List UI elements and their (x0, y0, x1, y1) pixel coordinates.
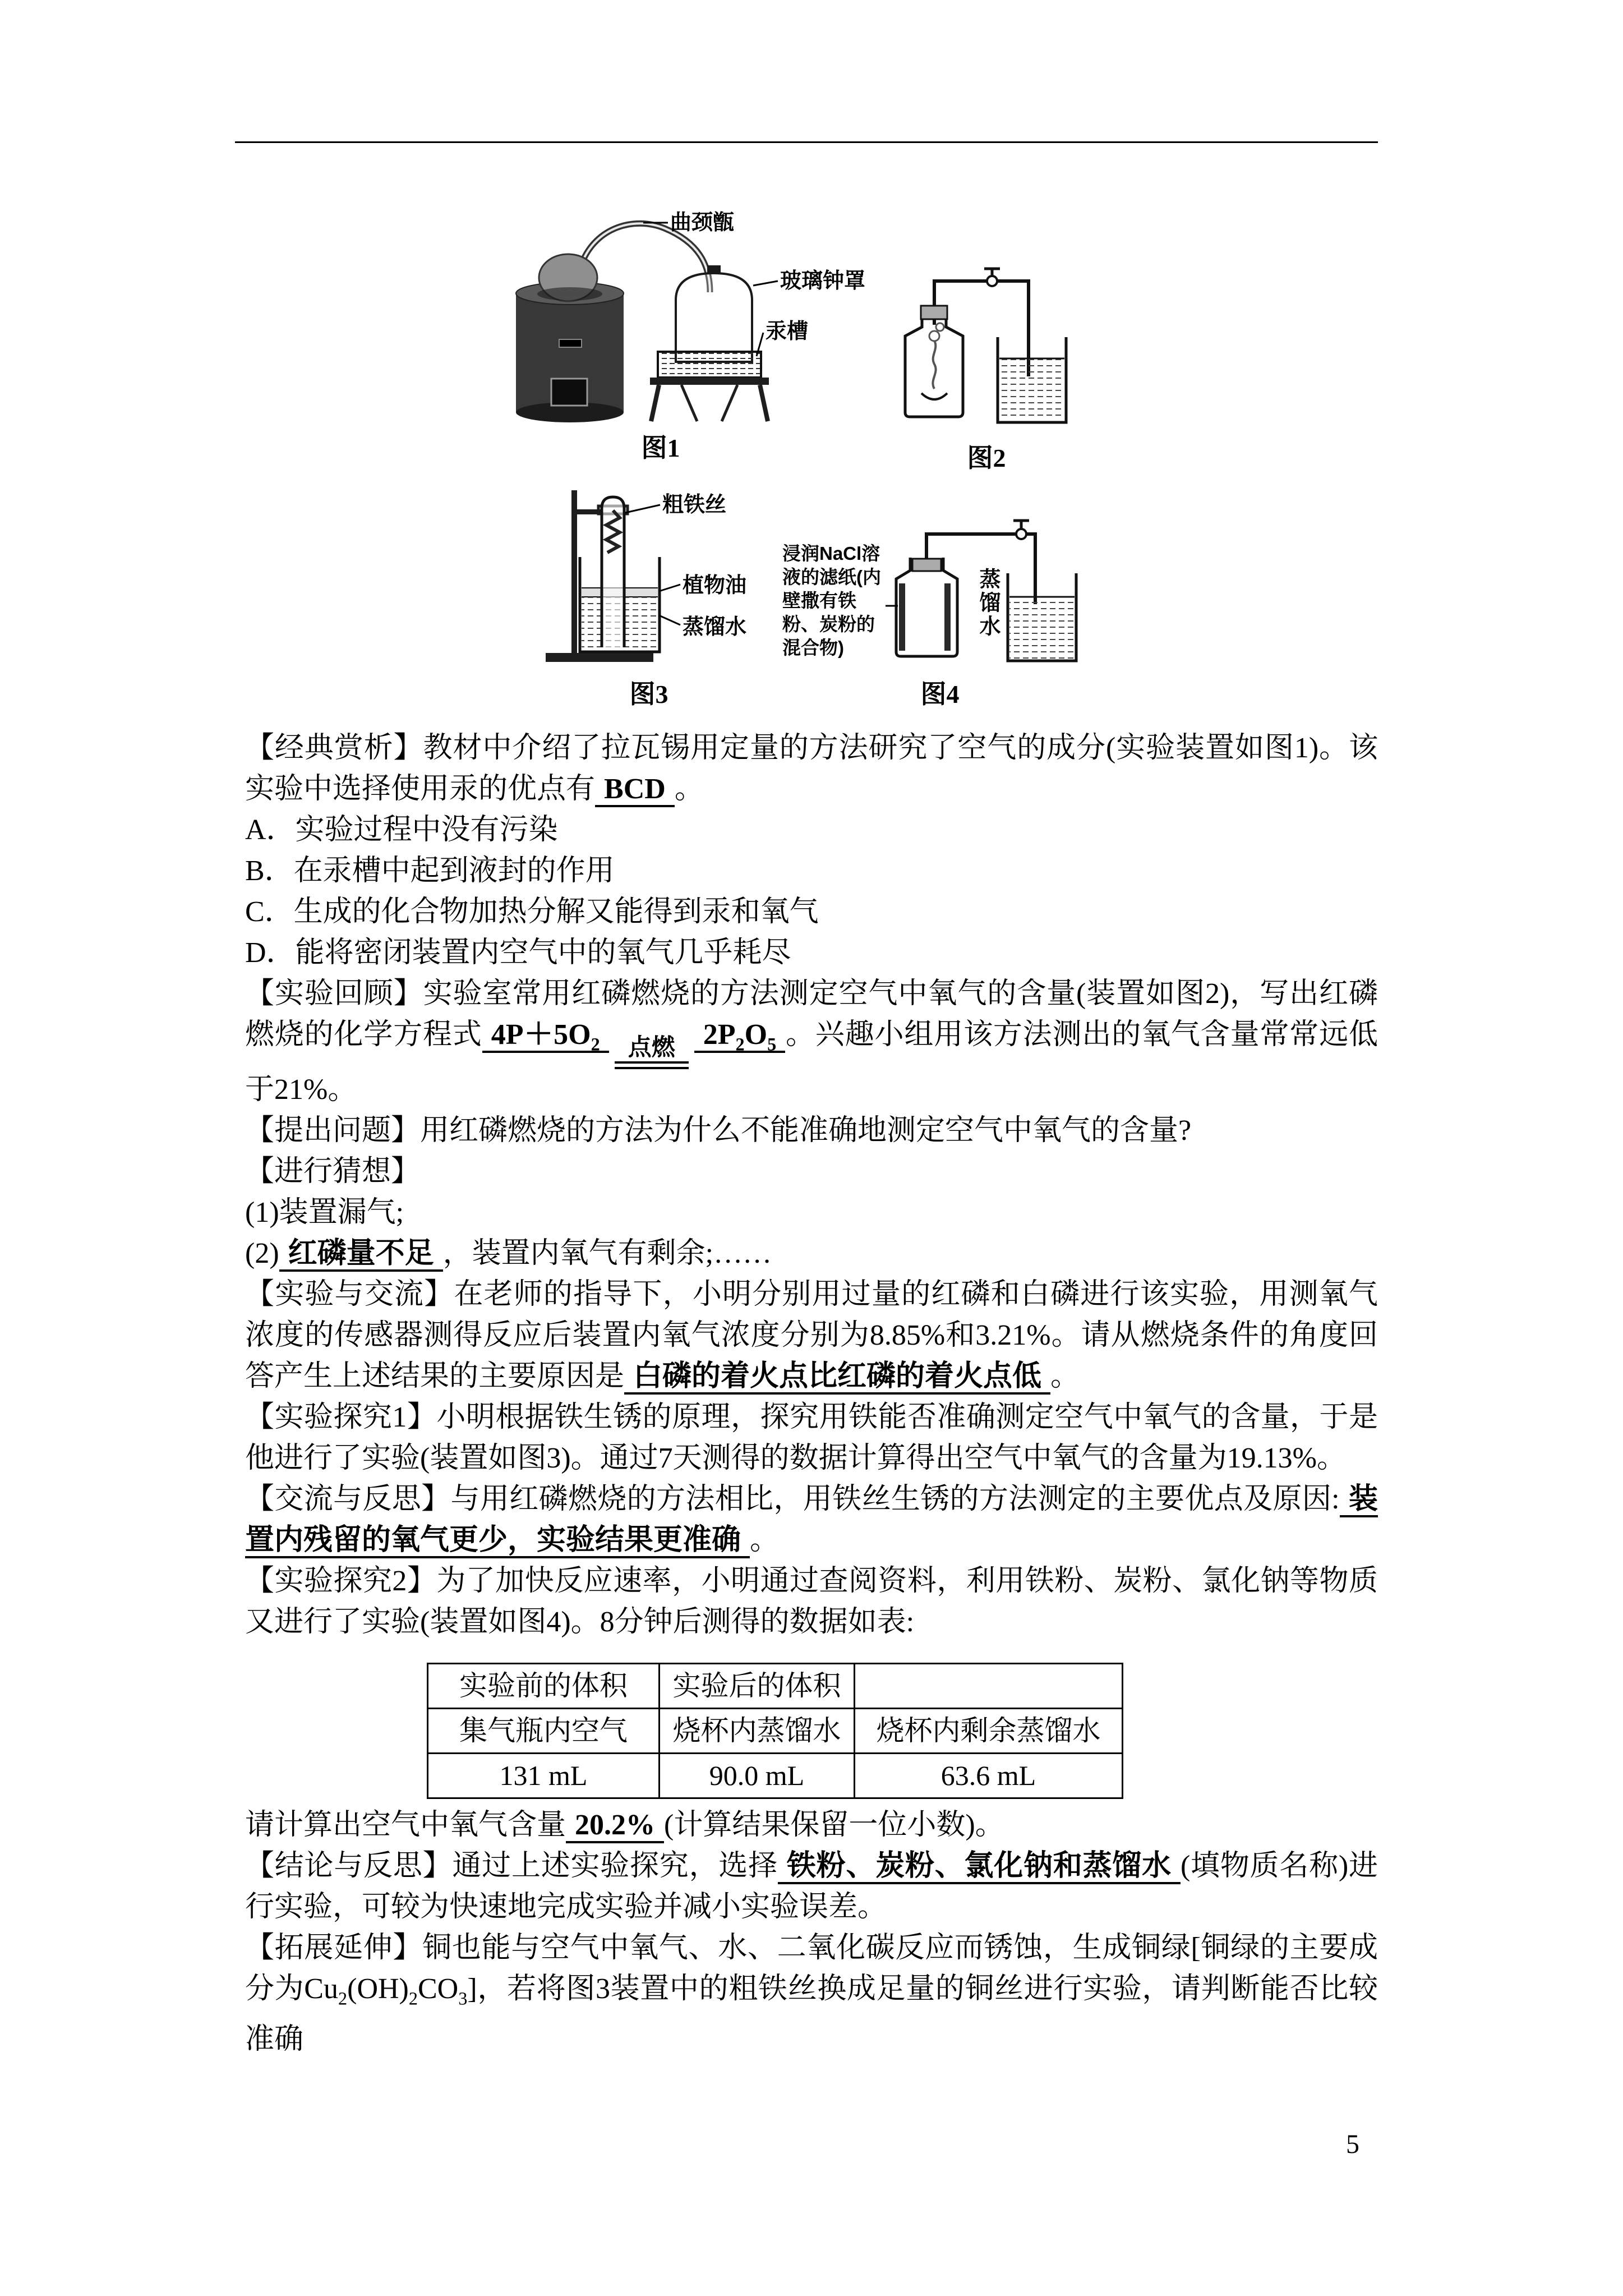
para-guess-item2 (245, 1233, 1378, 1274)
figure-3 (542, 484, 772, 711)
figure-2-caption: 图2 (967, 444, 1006, 472)
page-content (245, 141, 1378, 2060)
figure-1 (512, 211, 882, 464)
table-cell: 63.6 mL (855, 1754, 1123, 1798)
figure-4 (780, 484, 1100, 711)
figures-row-1 (512, 211, 1378, 475)
answer-blank-percentage: 20.2% (566, 1809, 664, 1843)
table-cell: 烧杯内剩余蒸馏水 (855, 1709, 1123, 1754)
equation-left-subscript: 2 (591, 1034, 600, 1055)
filter-paper-label: 浸润NaCl溶液的滤纸(内壁撒有铁粉、炭粉的混合物) (782, 543, 881, 658)
answer-blank-materials: 铁粉、炭粉、氯化钠和蒸馏水 (778, 1850, 1181, 1884)
table-cell: 实验后的体积 (660, 1664, 855, 1709)
equation-right-text-b: O (744, 1019, 768, 1051)
answer-blank-less-oxygen: 装置内残留的氧气更少，实验结果更准确 (245, 1483, 1378, 1558)
option-d: D．能将密闭装置内空气中的氧气几乎耗尽 (245, 937, 791, 969)
equation-right (694, 1019, 785, 1053)
iron-wire-label: 粗铁丝 (662, 493, 727, 517)
para-guess-title: 【进行猜想】 (245, 1156, 421, 1188)
table-cell: 实验前的体积 (428, 1664, 660, 1709)
distilled-water-vertical-label: 蒸馏水 (976, 568, 999, 638)
answer-blank-red-phosphorus: 红磷量不足 (279, 1237, 443, 1272)
equation-condition-text: 点燃 (628, 1035, 675, 1061)
answer-blank-ignition-point: 白磷的着火点比红磷的着火点低 (624, 1360, 1050, 1395)
option-b: B．在汞槽中起到液封的作用 (245, 855, 615, 887)
equation-right-subscript-a: 2 (735, 1034, 745, 1055)
table-row-values (428, 1754, 1123, 1798)
para-extend-text2: (OH) (347, 1973, 409, 2005)
option-c: C．生成的化合物加热分解又能得到汞和氧气 (245, 896, 819, 928)
para-conclusion (245, 1846, 1378, 1927)
para-review (245, 973, 1378, 1110)
para-conclusion-lead: 【结论与反思】通过上述实验探究，选择 (245, 1850, 778, 1882)
para-explore1: 【实验探究1】小明根据铁生锈的原理，探究用铁能否准确测定空气中氧气的含量，于是他进行了实验(装置如图3)。通过7天测得的数据计算得出空气中氧气的含量为19.13%。 (245, 1401, 1378, 1474)
table-cell: 131 mL (428, 1754, 660, 1798)
lavoisier-apparatus-drawing (512, 215, 809, 422)
figure-1-caption: 图1 (641, 434, 680, 462)
para-communicate (245, 1274, 1378, 1397)
para-extend-text4: ]，若将图3装置中的粗铁丝换成足量的铜丝进行实验，请判断能否比较准确 (245, 1973, 1378, 2056)
distilled-water-label: 蒸馏水 (683, 615, 747, 639)
para-extend-text3: CO (418, 1973, 459, 2005)
body-text (245, 728, 1378, 2060)
answer-blank-bcd: BCD (595, 773, 675, 807)
para-extend (245, 1927, 1378, 2060)
option-a: A．实验过程中没有污染 (245, 814, 558, 846)
table-row-subheader (428, 1709, 1123, 1754)
para-reflect-lead: 【交流与反思】与用红磷燃烧的方法相比，用铁丝生锈的方法测定的主要优点及原因: (245, 1483, 1340, 1515)
table-cell: 90.0 mL (660, 1754, 855, 1798)
guess-item2-lead: (2) (245, 1237, 279, 1269)
retort-label: 曲颈甑 (670, 211, 735, 234)
header-rule (235, 141, 1378, 143)
phosphorus-apparatus-drawing (902, 264, 1087, 432)
para-review-lead: 【实验回顾】实验室常用红磷燃烧的方法测定空气中氧气的含量(装置如图2)，写出红磷燃烧的化学方程式 (245, 978, 1378, 1051)
equation-right-subscript-b: 5 (767, 1034, 777, 1055)
table-cell: 烧杯内蒸馏水 (660, 1709, 855, 1754)
figure-3-caption: 图3 (629, 680, 668, 708)
results-table (427, 1663, 1123, 1799)
figure-4-caption: 图4 (920, 680, 960, 708)
para-guess-item1: (1)装置漏气; (245, 1197, 404, 1228)
equation-left (482, 1019, 609, 1053)
para-communicate-tail: 。 (1050, 1360, 1080, 1392)
page-number: 5 (1346, 2129, 1359, 2159)
table-cell: 集气瓶内空气 (428, 1709, 660, 1754)
para-calc-tail: (计算结果保留一位小数)。 (664, 1809, 1004, 1841)
para-classic-lead: 【经典赏析】教材中介绍了拉瓦锡用定量的方法研究了空气的成分(实验装置如图1)。该实验中选择使用汞的优点有 (245, 732, 1378, 805)
figures-row-2 (542, 484, 1378, 711)
vegetable-oil-label: 植物油 (683, 574, 747, 597)
para-conclusion-tail: (填物质名称)进行实验，可较为快速地完成实验并减小实验误差。 (245, 1850, 1378, 1923)
equation-right-text-a: 2P (703, 1019, 736, 1051)
para-calc (245, 1805, 1378, 1846)
table-row-header (428, 1664, 1123, 1709)
para-explore2: 【实验探究2】为了加快反应速率，小明通过查阅资料，利用铁粉、炭粉、氯化钠等物质又进行了实验(装置如图4)。8分钟后测得的数据如表: (245, 1565, 1378, 1638)
guess-item2-tail: ，装置内氧气有剩余;…… (442, 1237, 772, 1269)
para-classic-tail: 。 (674, 773, 704, 805)
table-cell (855, 1664, 1123, 1709)
bell-jar-label: 玻璃钟罩 (780, 269, 866, 293)
equation-condition (615, 1034, 689, 1069)
formula-subscript-3: 3 (458, 1988, 468, 2009)
para-communicate-lead: 【实验与交流】在老师的指导下，小明分别用过量的红磷和白磷进行该实验，用测氧气浓度的传感器测得反应后装置内氧气浓度分别为8.85%和3.21%。请从燃烧条件的角度回答产生上述结果的主要原因是 (245, 1278, 1378, 1392)
para-question: 【提出问题】用红磷燃烧的方法为什么不能准确地测定空气中氧气的含量? (245, 1115, 1192, 1147)
equation-left-text: 4P＋5O (491, 1019, 591, 1051)
para-reflect (245, 1479, 1378, 1561)
para-extend-text1: 【拓展延伸】铜也能与空气中氧气、水、二氧化碳反应而锈蚀，生成铜绿[铜绿的主要成分为Cu (245, 1932, 1378, 2005)
mercury-trough-label: 汞槽 (766, 320, 809, 343)
para-reflect-tail: 。 (750, 1524, 780, 1556)
para-calc-lead: 请计算出空气中氧气含量 (245, 1809, 566, 1841)
para-review-tail: 。兴趣小组用该方法测出的氧气含量常常远低于21%。 (245, 1019, 1378, 1106)
formula-subscript-1: 2 (338, 1988, 348, 2009)
para-classic (245, 728, 1378, 809)
figure-2 (902, 264, 1087, 475)
equation-equals-sign (615, 1061, 689, 1069)
formula-subscript-2: 2 (408, 1988, 418, 2009)
